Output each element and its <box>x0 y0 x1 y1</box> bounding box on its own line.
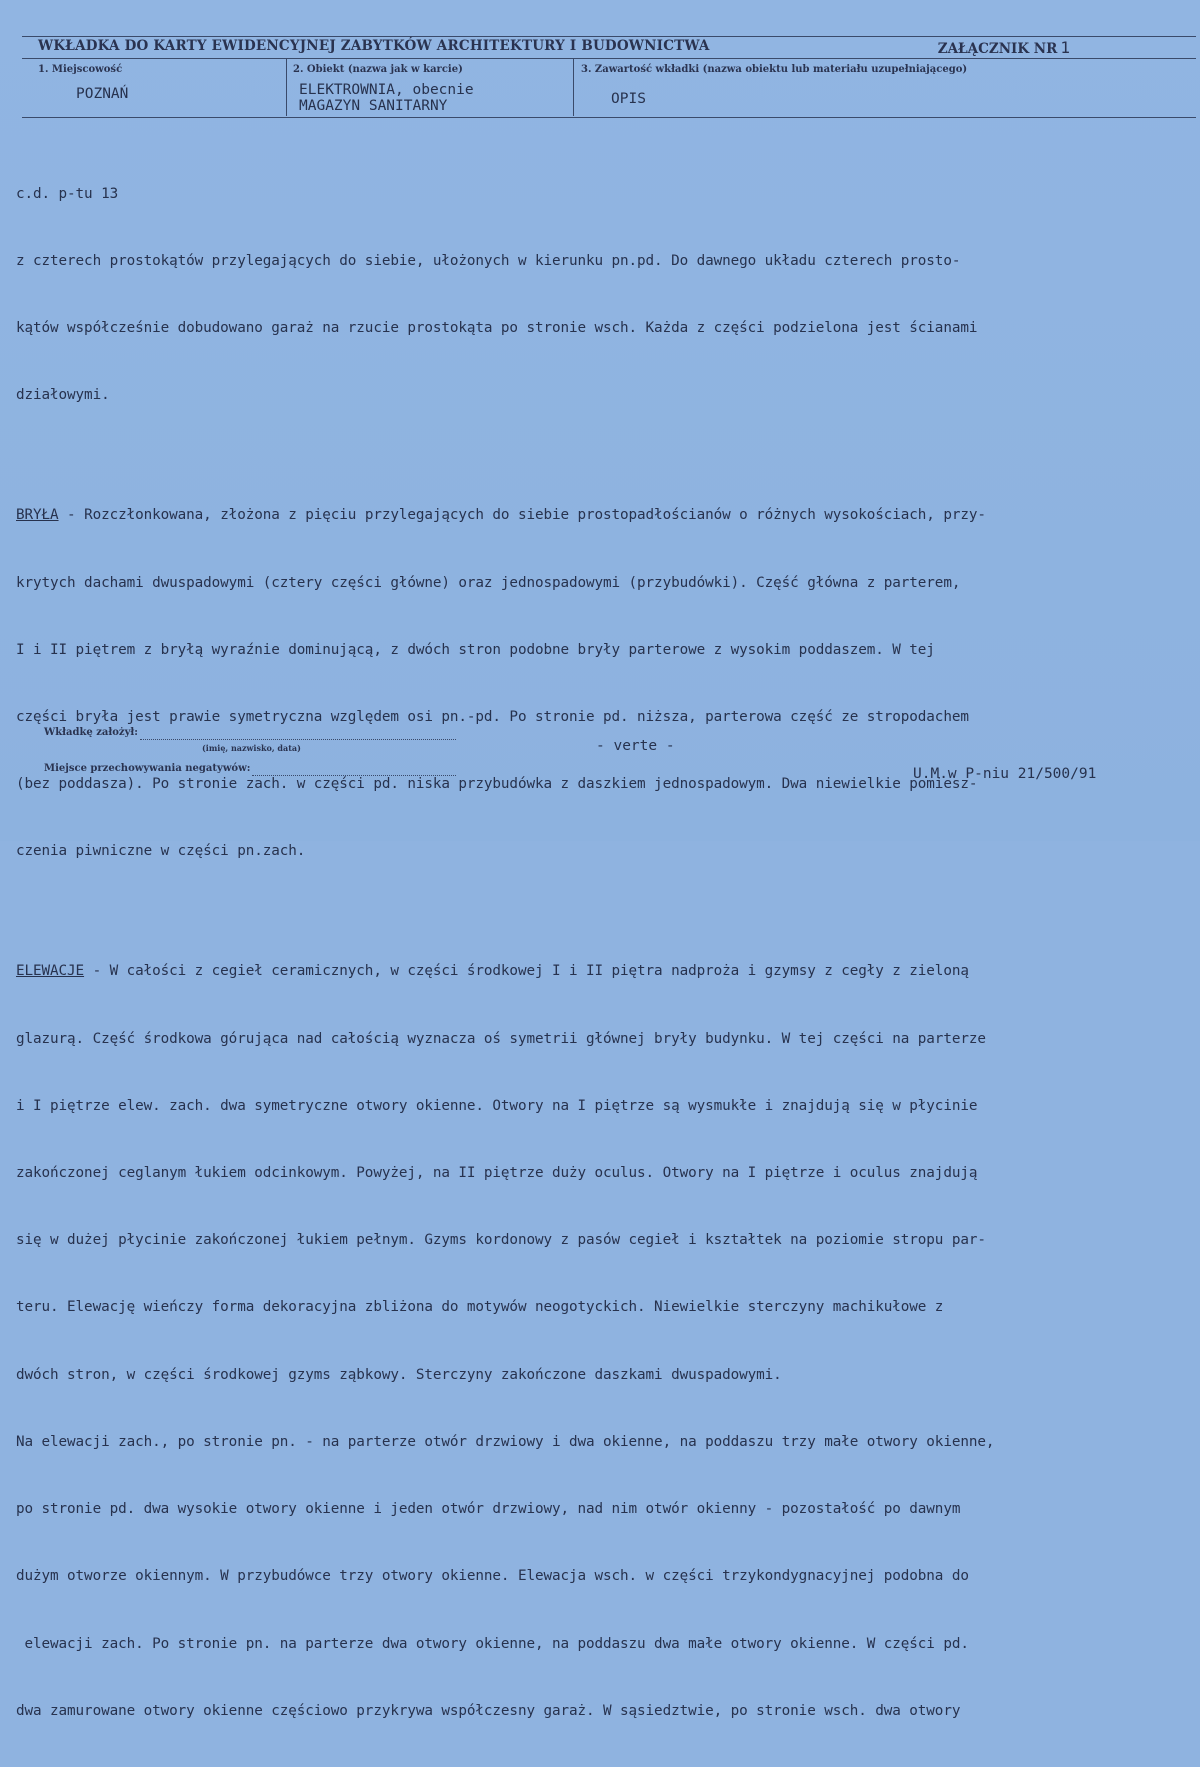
text-line: dwa zamurowane otwory okienne częściowo przykrywa współczesny garaż. W sąsiedztwie, po stronie wsch. dwa otwory <box>16 1702 961 1719</box>
verte-note: - verte - <box>596 738 675 754</box>
text-line: c.d. p-tu 13 <box>16 185 119 202</box>
text-line: z czterech prostokątów przylegających do siebie, ułożonych w kierunku pn.pd. Do dawnego układu czterech prosto- <box>16 253 961 270</box>
text-line: I i II piętrem z bryłą wyraźnie dominującą, z dwóch stron podobne bryły parterowe z wysokim poddaszem. W tej <box>16 641 935 658</box>
installed-by-line <box>140 738 456 740</box>
text-line: teru. Elewację wieńczy forma dekoracyjna zbliżona do motywów neogotyckich. Niewielkie sterczyny machikułowe z <box>16 1299 944 1316</box>
header-divider <box>22 58 1196 59</box>
object-value-line2: MAGAZYN SANITARNY <box>299 98 448 114</box>
negatives-location-line <box>252 774 456 776</box>
text-line <box>16 960 1186 982</box>
text-line: glazurą. Część środkowa górująca nad całością wyznacza oś symetrii głównej bryły budynku. W tej części na parterze <box>16 1030 986 1047</box>
text-line: (bez poddasza). Po stronie zach. w części pd. niska przybudówka z daszkiem jednospadowym. Dwa niewielkie pomiesz- <box>16 776 978 793</box>
text-line: części bryła jest prawie symetryczna względem osi pn.-pd. Po stronie pd. niższa, parterowa część ze stropodachem <box>16 709 969 726</box>
text-line: kątów współcześnie dobudowano garaż na rzucie prostokąta po stronie wsch. Każda z części podzielona jest ścianami <box>16 320 978 337</box>
text-line: się w dużej płycinie zakończonej łukiem pełnym. Gzyms kordonowy z pasów cegieł i kształtek na poziomie stropu par- <box>16 1232 986 1249</box>
column-separator-1 <box>286 58 287 116</box>
content-value: OPIS <box>611 91 646 107</box>
content-label: 3. Zawartość wkładki (nazwa obiektu lub materiału uzupełniającego) <box>581 64 968 75</box>
annex-label-group <box>938 38 1070 57</box>
text-line: dwóch stron, w części środkowej gzyms ząbkowy. Sterczyny zakończone daszkami dwuspadowymi. <box>16 1366 782 1383</box>
bryla-first-line: - Rozczłonkowana, złożona z pięciu przylegających do siebie prostopadłościanów o różnych wysokościach, przy- <box>58 507 986 524</box>
text-line <box>16 504 1186 526</box>
text-line: elewacji zach. Po stronie pn. na parterze dwa otwory okienne, na poddaszu dwa małe otwory okienne. W części pd. <box>16 1635 969 1652</box>
object-label: 2. Obiekt (nazwa jak w karcie) <box>293 64 463 75</box>
text-line: działowymi. <box>16 387 110 404</box>
installed-by-hint: (imię, nazwisko, data) <box>202 743 301 753</box>
text-line: Na elewacji zach., po stronie pn. - na parterze otwór drzwiowy i dwa okienne, na poddaszu trzy małe otwory okienne, <box>16 1433 995 1450</box>
installed-by-label: Wkładkę założył: <box>44 727 138 738</box>
bryla-heading: BRYŁA <box>16 507 59 524</box>
form-title: WKŁADKA DO KARTY EWIDENCYJNEJ ZABYTKÓW ARCHITEKTURY I BUDOWNICTWA <box>38 38 710 54</box>
text-line: zakończonej ceglanym łukiem odcinkowym. Powyżej, na II piętrze duży oculus. Otwory na I piętrze i oculus znajdują <box>16 1165 978 1182</box>
text-line: i I piętrze elew. zach. dwa symetryczne otwory okienne. Otwory na I piętrze są wysmukłe i znajdują się w płycinie <box>16 1097 978 1114</box>
elewacje-heading: ELEWACJE <box>16 963 85 980</box>
elewacje-first-line: - W całości z cegieł ceramicznych, w części środkowej I i II piętra nadproża i gzymsy z cegły z zieloną <box>84 963 969 980</box>
object-value-line1: ELEKTROWNIA, obecnie <box>299 82 474 98</box>
description-text <box>16 138 1186 1767</box>
text-line: po stronie pd. dwa wysokie otwory okienne i jeden otwór drzwiowy, nad nim otwór okienny - pozostałość po dawnym <box>16 1501 961 1518</box>
annex-number: 1 <box>1060 38 1070 57</box>
negatives-location-label: Miejsce przechowywania negatywów: <box>44 763 251 774</box>
locality-value: POZNAŃ <box>76 86 129 102</box>
column-separator-2 <box>573 58 574 116</box>
text-line: dużym otworze okiennym. W przybudówce trzy otwory okienne. Elewacja wsch. w części trzykondygnacyjnej podobna do <box>16 1568 969 1585</box>
text-line: czenia piwniczne w części pn.zach. <box>16 843 306 860</box>
annex-label: ZAŁĄCZNIK NR <box>937 41 1058 57</box>
text-line: krytych dachami dwuspadowymi (cztery części główne) oraz jednospadowymi (przybudówki). Część główna z parterem, <box>16 574 961 591</box>
archive-reference: U.M.w P-niu 21/500/91 <box>913 766 1097 782</box>
locality-label: 1. Miejscowość <box>38 64 123 75</box>
